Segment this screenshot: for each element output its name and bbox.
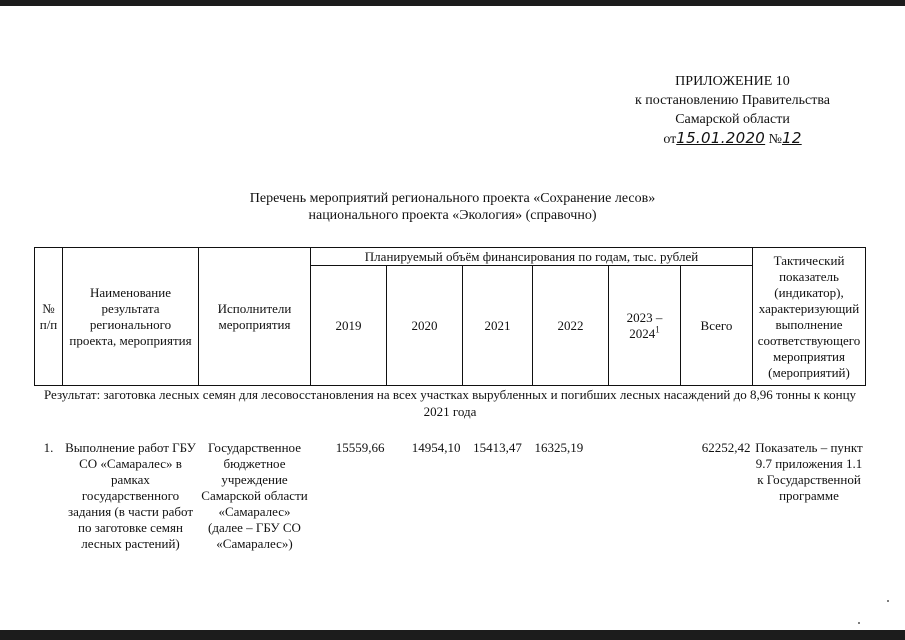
- header-name: Наименование результата регионального проекта, мероприятия: [63, 248, 199, 386]
- header-funding-group: Планируемый объём финансирования по годам, тыс. рублей: [311, 248, 753, 266]
- header-year-2023: 2023 –: [626, 309, 663, 325]
- scan-bottom-border: [0, 630, 905, 640]
- document-title-line-1: Перечень мероприятий регионального проекта «Сохранение лесов»: [249, 191, 656, 206]
- row-total: 62252,42: [701, 439, 751, 455]
- appendix-region: Самарской области: [675, 112, 790, 127]
- table-row: [35, 430, 866, 552]
- appendix-date: 15.01.2020: [676, 129, 766, 147]
- appendix-decree: к постановлению Правительства: [634, 93, 831, 108]
- header-year-2021: 2021: [463, 266, 533, 386]
- row-value-2023-2024: [609, 430, 681, 552]
- document-title-line-2: национального проекта «Экология» (справочно): [308, 208, 597, 223]
- row-name: Выполнение работ ГБУ СО «Самаралес» в рамках государственного задания (в части работ по заготовке семян лесных растений): [65, 439, 196, 551]
- header-num: № п/п: [35, 248, 63, 386]
- appendix-number-sign: №: [768, 132, 782, 147]
- document-title: [150, 190, 755, 224]
- row-num: 1.: [43, 439, 54, 455]
- footnote-marker: 1: [655, 324, 660, 335]
- appendix-header: [600, 72, 865, 149]
- scan-top-border: [0, 0, 905, 6]
- row-value-2021: 15413,47: [473, 439, 522, 455]
- header-total: Всего: [681, 266, 753, 386]
- measures-table: [34, 247, 866, 552]
- row-indicator: Показатель – пункт 9.7 приложения 1.1 к Государственной программе: [755, 439, 863, 503]
- header-year-2020: 2020: [387, 266, 463, 386]
- row-value-2022: 16325,19: [534, 439, 584, 455]
- header-year-2023-2024: [609, 266, 681, 386]
- header-executors: Исполнители мероприятия: [199, 248, 311, 386]
- row-executor: Государственное бюджетное учреждение Самарской области «Самаралес» (далее – ГБУ СО «Самаралес»): [201, 439, 308, 551]
- appendix-date-line: [600, 129, 865, 149]
- header-year-2024: 2024: [629, 325, 656, 341]
- header-year-2022: 2022: [533, 266, 609, 386]
- result-description: Результат: заготовка лесных семян для лесовосстановления на всех участках вырубленных и погибших лесных насаждений до 8,96 тонны к концу 2021 года: [43, 387, 857, 419]
- header-indicator: Тактический показатель (индикатор), характеризующий выполнение соответствующего мероприятия (мероприятий): [753, 248, 866, 386]
- scan-speck: [858, 622, 860, 624]
- row-value-2019: 15559,66: [335, 439, 385, 455]
- appendix-from: от: [663, 132, 677, 147]
- appendix-title: ПРИЛОЖЕНИЕ 10: [675, 74, 790, 89]
- appendix-number: 12: [782, 129, 802, 147]
- scan-speck: [887, 600, 889, 602]
- row-value-2020: 14954,10: [411, 439, 461, 455]
- header-year-2019: 2019: [311, 266, 387, 386]
